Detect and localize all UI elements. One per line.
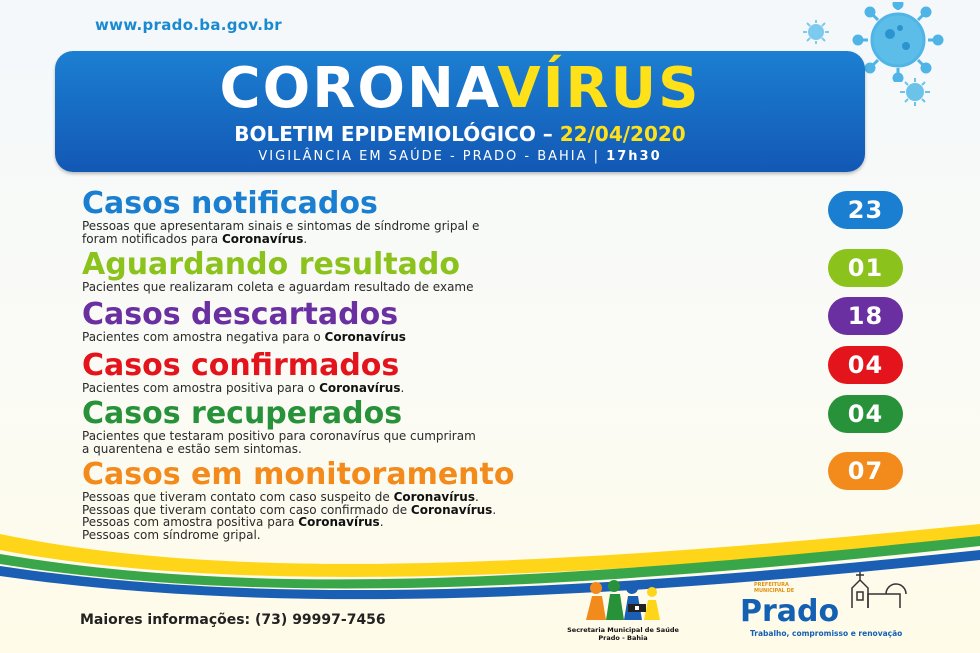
banner-subtitle [55,121,865,147]
item-title: Casos recuperados [82,396,403,431]
prado-wordmark: Prado [740,594,840,629]
count-badge-aguardando: 01 [828,249,903,287]
header-banner [55,51,865,172]
item-description: Pessoas que tiveram contato com caso suspeito de Coronavírus. Pessoas que tiveram contato com caso confirmado de Coronavírus. Pessoas com amostra positiva para Coronavírus. Pessoas com síndrome gripal. [82,490,497,542]
virus-small-icon [798,20,834,44]
item-notificados [82,187,912,248]
case-list [82,187,912,541]
banner-title [55,53,865,125]
website-url[interactable]: www.prado.ba.gov.br [95,16,282,34]
prado-slogan: Trabalho, compromisso e renovação [750,629,903,638]
contact-info[interactable]: Maiores informações: (73) 99997-7456 [80,612,386,628]
count-badge-descartados: 18 [828,297,903,335]
item-descartados [82,298,912,349]
footer-text: VIGILÂNCIA EM SAÚDE - PRADO - BAHIA | [258,149,601,164]
title-virus: VÍRUS [497,56,701,121]
item-description: Pacientes que realizaram coleta e aguardam resultado de exame [82,280,474,294]
count-badge-monitoramento: 07 [828,452,903,490]
church-icon [840,570,920,610]
item-description: Pacientes que testaram positivo para coronavírus que cumpriram a quarentena e estão sem sintomas. [82,429,476,456]
secretaria-line2: Prado - Bahia [598,634,648,642]
subtitle-text: BOLETIM EPIDEMIOLÓGICO – [234,122,560,146]
item-title: Casos em monitoramento [82,457,515,492]
item-confirmados [82,349,912,397]
count-badge-notificados: 23 [828,191,903,229]
secretaria-line1: Secretaria Municipal de Saúde [567,626,679,634]
bulletin-time: 17h30 [606,149,662,164]
item-description: Pessoas que apresentaram sinais e sintomas de síndrome gripal e foram notificados para Coronavírus. [82,219,480,246]
count-badge-recuperados: 04 [828,395,903,433]
item-title: Casos confirmados [82,348,400,383]
title-corona: CORONA [219,56,498,121]
prefeitura-logo [740,570,930,645]
item-recuperados [82,397,912,458]
item-title: Casos notificados [82,186,378,221]
item-description: Pacientes com amostra positiva para o Coronavírus. [82,381,405,395]
banner-footer [55,147,865,167]
virus-small-icon [895,78,935,106]
secretaria-logo [548,580,698,642]
item-aguardando [82,248,912,298]
bulletin-date: 22/04/2020 [559,122,686,146]
people-icon [568,580,678,622]
count-badge-confirmados: 04 [828,346,903,384]
item-title: Casos descartados [82,297,399,332]
item-title: Aguardando resultado [82,247,461,282]
prefeitura-prefix: PREFEITURA MUNICIPAL DE [754,582,795,594]
item-description: Pacientes com amostra negativa para o Coronavírus [82,330,406,344]
